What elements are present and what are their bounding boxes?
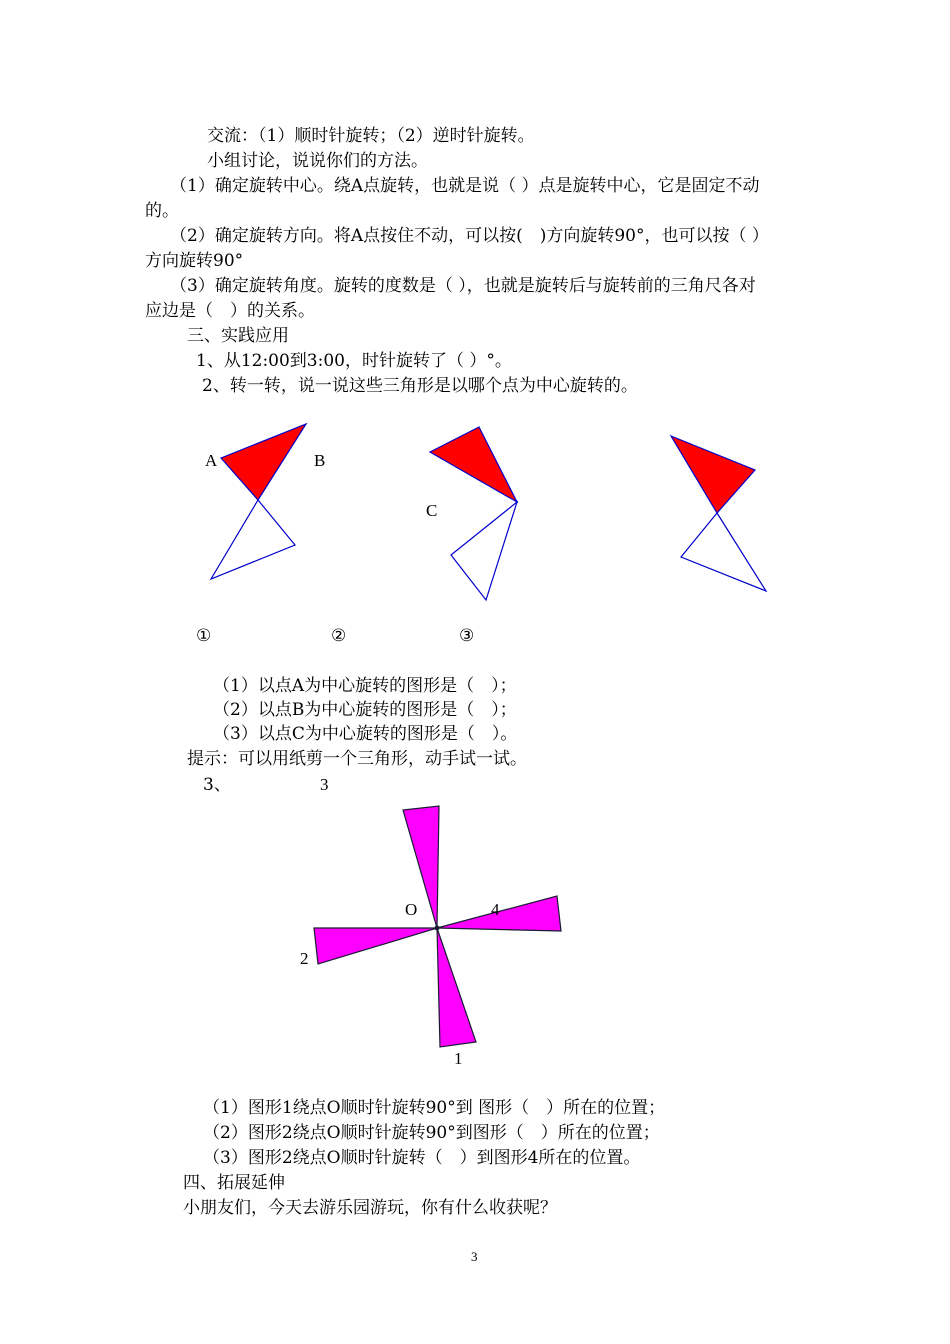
- section-heading-extension: 四、拓展延伸: [183, 1173, 285, 1193]
- subquestion-2: （2）以点B为中心旋转的图形是（ ）；: [213, 700, 517, 720]
- hint: 提示：可以用纸剪一个三角形，动手试一试。: [187, 749, 527, 769]
- text-line-4: 的。: [145, 201, 179, 221]
- text-line-3: （1）确定旋转中心。绕A点旋转，也就是说（ ）点是旋转中心，它是固定不动: [170, 176, 760, 196]
- text-line-1: 交流：（1）顺时针旋转；（2）逆时针旋转。: [207, 126, 535, 146]
- figure-number-1: ①: [196, 626, 212, 645]
- label-number-2: 2: [300, 949, 309, 968]
- figure-number-3: ③: [459, 626, 475, 645]
- label-point-a: A: [205, 451, 218, 470]
- closing-question: 小朋友们，今天去游乐园游玩，你有什么收获呢？: [183, 1198, 557, 1218]
- label-point-b: B: [314, 451, 326, 470]
- question-1: 1、从12:00到3:00，时针旋转了（ ）°。: [196, 351, 512, 371]
- text-line-7: （3）确定旋转角度。旋转的度数是（ ），也就是旋转后与旋转前的三角尺各对: [170, 276, 756, 296]
- section-heading-practice: 三、实践应用: [187, 326, 289, 346]
- pinwheel-blade-2: [314, 928, 437, 964]
- pinwheel-blade-1: [437, 928, 476, 1047]
- label-number-1: 1: [454, 1049, 463, 1068]
- figure-number-2: ②: [331, 626, 347, 645]
- question-2: 2、转一转，说一说这些三角形是以哪个点为中心旋转的。: [202, 376, 638, 396]
- pinwheel-question-2: （2）图形2绕点O顺时针旋转90°到图形（ ）所在的位置；: [203, 1123, 660, 1143]
- label-point-c: C: [426, 501, 438, 520]
- pinwheel-question-3: （3）图形2绕点O顺时针旋转（ ）到图形4所在的位置。: [203, 1148, 641, 1168]
- label-number-3: 3: [320, 775, 329, 794]
- label-center-o: O: [405, 900, 418, 919]
- pinwheel-question-1: （1）图形1绕点O顺时针旋转90°到 图形（ ）所在的位置；: [203, 1098, 666, 1118]
- text-line-2: 小组讨论，说说你们的方法。: [207, 151, 428, 171]
- page-number: 3: [471, 1249, 478, 1264]
- question-3: 3、: [203, 775, 231, 795]
- subquestion-1: （1）以点A为中心旋转的图形是（ ）；: [213, 676, 517, 696]
- subquestion-3: （3）以点C为中心旋转的图形是（ ）。: [213, 724, 518, 744]
- text-line-6: 方向旋转90°: [145, 251, 244, 271]
- label-number-4: 4: [491, 900, 500, 919]
- text-line-5: （2）确定旋转方向。将A点按住不动，可以按( )方向旋转90°，也可以按（ ）: [170, 226, 769, 246]
- center-point-o: [435, 926, 440, 931]
- text-line-8: 应边是（ ）的关系。: [145, 301, 315, 321]
